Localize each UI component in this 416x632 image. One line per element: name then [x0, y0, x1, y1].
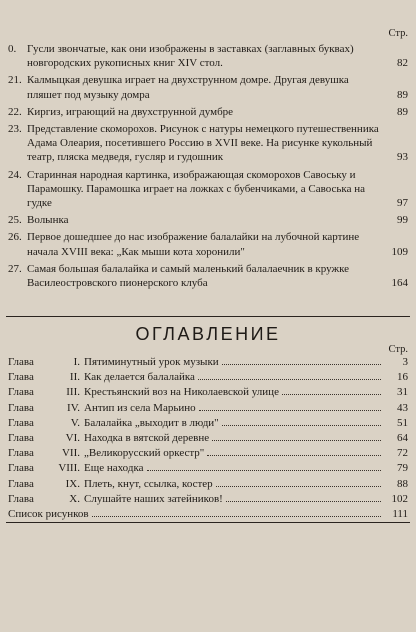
figure-caption: Киргиз, играющий на двухструнной думбре: [27, 105, 234, 118]
leader-dots: [282, 385, 381, 395]
chapter-label: Глава: [8, 386, 34, 399]
figure-caption: Самая большая балалайка и самый маленький балалаечник в кружке Василеостровского пионерского клуба: [27, 262, 350, 290]
chapter-page: 3: [402, 356, 408, 368]
leader-dots: [92, 507, 381, 517]
figure-number: 22.: [8, 105, 22, 118]
figure-page: 164: [391, 277, 408, 290]
chapter-number: VII.: [61, 447, 80, 460]
appendix-title: Список рисунков: [8, 507, 89, 520]
chapter-label: Глава: [8, 371, 34, 384]
bottom-rule: [6, 522, 410, 523]
toc-row: [8, 461, 408, 476]
figure-caption: Калмыцкая девушка играет на двухструнном домре. Другая девушка пляшет под музыку домра: [27, 74, 349, 101]
leader-dots: [199, 401, 381, 411]
figure-page: 109: [391, 245, 408, 258]
toc-row-appendix: [8, 507, 408, 522]
chapter-number: III.: [66, 386, 80, 399]
toc-page-header: Стр.: [388, 344, 408, 355]
figure-page: 89: [397, 105, 408, 118]
toc-row: [8, 477, 408, 492]
toc-row: [8, 446, 408, 461]
figure-caption: Первое дошедшее до нас изображение балалайки на лубочной картине начала XVIII века: „Как мыши кота хоронили": [27, 231, 360, 258]
chapter-title: Пятиминутный урок музыки: [84, 356, 219, 368]
chapter-number: IX.: [65, 477, 80, 490]
figure-entry: [8, 105, 408, 119]
chapter-title: Еще находка: [84, 462, 144, 475]
chapter-title: „Великорусский оркестр": [84, 447, 205, 460]
figure-caption: Старинная народная картинка, изображающая скоморохов Савоську и Парамошку. Парамошка играет на ложках с бубенчиками, а Савоська на гудке: [27, 168, 365, 210]
chapter-page: 79: [397, 462, 408, 475]
chapter-label: Глава: [8, 492, 34, 505]
chapter-label: Глава: [8, 447, 34, 460]
figure-page: 93: [397, 151, 408, 164]
chapter-title: Крестьянский воз на Николаевской улице: [84, 386, 279, 399]
figure-number: 26.: [8, 231, 22, 244]
figure-entry: [8, 73, 408, 101]
figure-caption: Волынка: [27, 214, 69, 227]
chapter-label: Глава: [8, 462, 34, 475]
chapter-label: Глава: [8, 431, 34, 444]
figure-caption: Представление скоморохов. Рисунок с натуры немецкого путешественника Адама Олеария, посетившего Россию в XVII веке. На рисунке кукольный театр, пляска медведя, гусляр и гудошник: [27, 123, 379, 164]
leader-dots: [147, 461, 381, 471]
figure-page: 82: [397, 57, 408, 70]
chapter-page: 102: [391, 492, 408, 505]
leader-dots: [216, 477, 381, 487]
chapter-label: Глава: [8, 356, 34, 368]
leader-dots: [226, 492, 381, 502]
figure-list: [8, 42, 408, 293]
chapter-page: 31: [397, 386, 408, 399]
figure-entry: [8, 42, 408, 70]
toc-title: ОГЛАВЛЕНИЕ: [135, 324, 281, 344]
figure-page: 89: [397, 88, 408, 101]
chapter-title: Плеть, кнут, ссылка, костер: [84, 477, 213, 490]
figure-entry: [8, 122, 408, 165]
figure-page: 99: [397, 214, 408, 227]
leader-dots: [212, 431, 381, 441]
figure-number: 27.: [8, 262, 22, 275]
chapter-number: VI.: [65, 431, 80, 444]
chapter-label: Глава: [8, 401, 34, 414]
chapter-title: Антип из села Марьино: [84, 401, 196, 414]
figure-entry: [8, 262, 408, 290]
chapter-page: 64: [397, 431, 408, 444]
toc-row: [8, 401, 408, 416]
chapter-number: VIII.: [58, 462, 80, 475]
chapter-number: I.: [73, 356, 80, 368]
figure-entry: [8, 168, 408, 211]
chapter-title: Слушайте наших затейников!: [84, 492, 223, 505]
toc-row: [8, 431, 408, 446]
figure-number: 25.: [8, 214, 22, 227]
figure-number: 0.: [8, 43, 17, 55]
figure-entry: [8, 213, 408, 227]
toc-row: [8, 370, 408, 385]
figure-caption: Гусли звончатые, как они изображены в заставках (заглавных буквах) новгородских рукописных книг XIV стол.: [27, 43, 354, 70]
chapter-title: Балалайка „выходит в люди": [84, 416, 219, 429]
figure-entry: [8, 230, 408, 258]
chapter-label: Глава: [8, 416, 34, 429]
chapter-page: 72: [397, 447, 408, 460]
chapter-page: 88: [397, 477, 408, 490]
figure-number: 24.: [8, 168, 22, 181]
leader-dots: [222, 416, 381, 426]
figure-number: 23.: [8, 123, 22, 136]
chapter-label: Глава: [8, 477, 34, 490]
figure-number: 21.: [8, 74, 22, 87]
chapter-number: X.: [69, 492, 80, 505]
figures-page-header: Стр.: [388, 28, 408, 39]
chapter-number: II.: [69, 371, 80, 384]
chapter-page: 43: [397, 401, 408, 414]
leader-dots: [198, 370, 381, 380]
toc-row: [8, 416, 408, 431]
chapter-page: 51: [397, 416, 408, 429]
figure-page: 97: [397, 197, 408, 210]
toc-row: [8, 385, 408, 400]
toc-row: [8, 492, 408, 507]
chapter-page: 16: [397, 371, 408, 384]
chapter-title: Как делается балалайка: [84, 371, 195, 384]
appendix-page: 111: [392, 507, 408, 520]
chapter-number: V.: [70, 416, 80, 429]
chapter-title: Находка в вятской деревне: [84, 431, 210, 444]
leader-dots: [207, 446, 381, 456]
table-of-contents: [8, 355, 408, 522]
chapter-number: IV.: [67, 401, 80, 414]
toc-row: [8, 355, 408, 370]
divider-rule: [6, 316, 410, 317]
leader-dots: [222, 355, 381, 365]
